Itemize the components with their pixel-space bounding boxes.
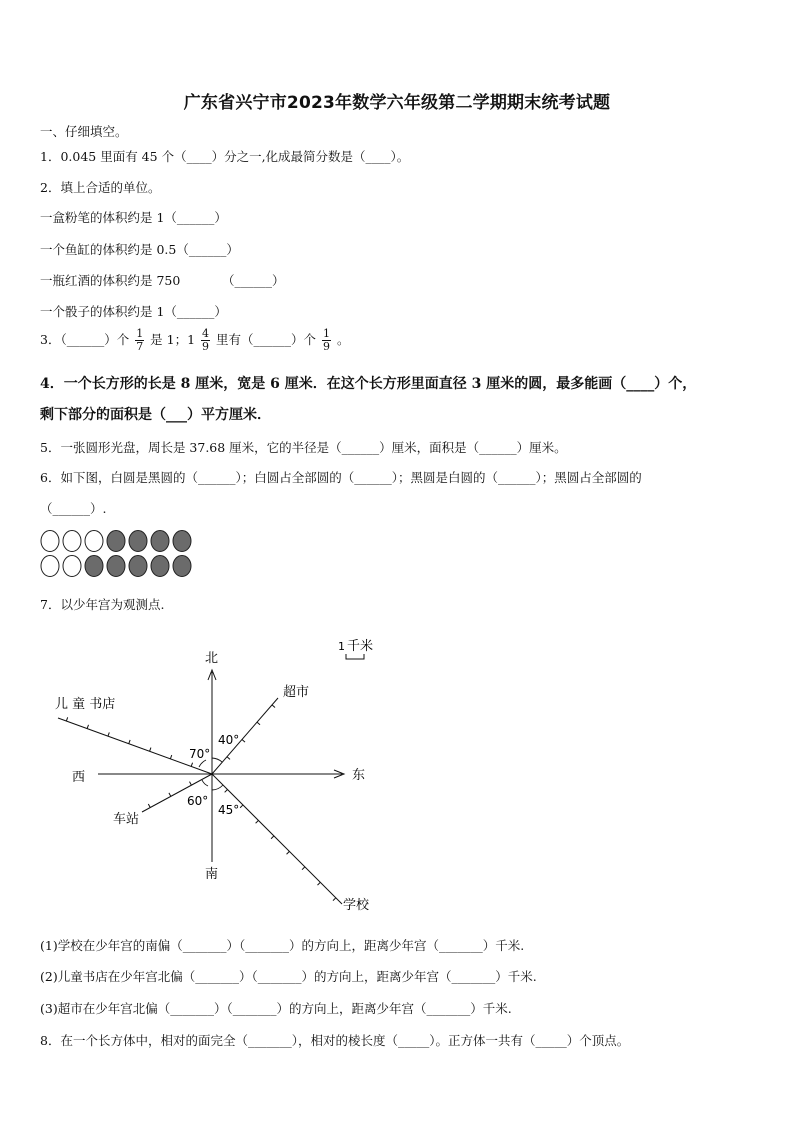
arc-60: [202, 780, 208, 786]
label-west: 西: [72, 770, 86, 785]
question-3-suffix: 。: [337, 332, 350, 347]
arc-45: [212, 785, 223, 790]
black-circle: [107, 556, 125, 577]
ray-school: [212, 774, 342, 904]
tick-mark: [66, 717, 67, 721]
question-4-line-1: 4．一个长方形的长是 8 厘米，宽是 6 厘米．在这个长方形里面直径 3 厘米的圆，最多能画（____）个，: [40, 376, 697, 392]
tick-mark: [169, 793, 171, 797]
tick-mark: [150, 748, 151, 752]
scale-unit: 千米: [347, 639, 374, 654]
question-7-sub-3: (3)超市在少年宫北偏（_______）（_______）的方向上，距离少年宫（_______）千米.: [40, 1001, 512, 1016]
fraction-denominator: 7: [136, 340, 144, 353]
section-heading: 一、仔细填空。: [40, 124, 128, 139]
fraction-one-ninth: [322, 328, 331, 353]
tick-mark: [257, 722, 260, 725]
question-3: [40, 328, 350, 353]
white-circle: [41, 556, 59, 577]
question-2-line-4: 一个骰子的体积约是 1（______）: [40, 304, 227, 319]
label-bookstore: 儿 童 书店: [55, 697, 116, 712]
question-4-line-2: 剩下部分的面积是（___）平方厘米．: [40, 407, 271, 423]
tick-mark: [271, 836, 274, 839]
label-south: 南: [205, 867, 219, 882]
black-circle: [107, 531, 125, 552]
angle-70: 70°: [189, 747, 211, 761]
question-2-line-1: 一盒粉笔的体积约是 1（______）: [40, 210, 227, 225]
arc-70: [199, 760, 206, 767]
angle-45: 45°: [218, 803, 240, 817]
fraction-one-seventh: [135, 328, 144, 353]
tick-mark: [190, 782, 192, 786]
tick-mark: [227, 757, 230, 760]
question-2-stem: 2．填上合适的单位。: [40, 180, 161, 195]
question-3-mid: 是 1；1: [150, 332, 196, 347]
tick-mark: [170, 755, 171, 759]
black-circle: [173, 556, 191, 577]
question-2-line-3: 一瓶红酒的体积约是 750: [40, 273, 181, 288]
tick-mark: [225, 789, 228, 792]
question-3-prefix: 3．（______）个: [40, 332, 130, 347]
tick-mark: [318, 882, 321, 885]
black-circle: [151, 531, 169, 552]
question-1: 1．0.045 里面有 45 个（____）分之一,化成最简分数是（____）。: [40, 149, 410, 164]
page-title: 广东省兴宁市2023年数学六年级第二学期期末统考试题: [183, 93, 611, 113]
fraction-numerator: 4: [202, 327, 210, 340]
tick-mark: [242, 739, 245, 742]
circle-figure: [38, 528, 198, 580]
label-east: 东: [352, 768, 366, 783]
question-6-line-2: （______）.: [40, 501, 107, 516]
fraction-numerator: 1: [136, 327, 144, 340]
tick-mark: [302, 867, 305, 870]
tick-mark: [240, 805, 243, 808]
black-circle: [151, 556, 169, 577]
fraction-denominator: 9: [202, 340, 210, 353]
question-7-stem: 7．以少年宫为观测点.: [40, 597, 165, 612]
black-circle: [173, 531, 191, 552]
question-7-sub-2: (2)儿童书店在少年宫北偏（_______）（_______）的方向上，距离少年宫（_______）千米.: [40, 969, 537, 984]
white-circle: [41, 531, 59, 552]
tick-mark: [287, 851, 290, 854]
white-circle: [85, 531, 103, 552]
label-station: 车站: [113, 812, 140, 827]
label-north: 北: [205, 651, 219, 666]
tick-mark: [87, 725, 88, 729]
white-circle: [63, 556, 81, 577]
tick-mark: [148, 804, 150, 808]
fraction-denominator: 9: [323, 340, 331, 353]
tick-mark: [333, 898, 336, 901]
question-6-line-1: 6．如下图，白圆是黑圆的（______）；白圆占全部圆的（______）；黑圆是白圆的（______）；黑圆占全部圆的: [40, 470, 642, 485]
black-circle: [129, 556, 147, 577]
label-supermarket: 超市: [283, 685, 310, 700]
tick-mark: [108, 732, 109, 736]
black-circle: [129, 531, 147, 552]
label-school: 学校: [343, 898, 370, 913]
question-2-line-2: 一个鱼缸的体积约是 0.5（______）: [40, 242, 239, 257]
question-3-mid2: 里有（______）个: [216, 332, 317, 347]
fraction-four-ninths: [201, 328, 210, 353]
question-2-line-3-blank: （______）: [222, 273, 285, 288]
arc-40: [212, 758, 222, 762]
direction-diagram: [0, 630, 794, 920]
tick-mark: [191, 763, 192, 767]
white-circle: [63, 531, 81, 552]
scale-number: 1: [338, 640, 345, 653]
angle-40: 40°: [218, 733, 240, 747]
tick-mark: [129, 740, 130, 744]
question-8: 8．在一个长方体中，相对的面完全（_______），相对的棱长度（_____）。正方体一共有（_____）个顶点。: [40, 1033, 630, 1048]
tick-mark: [272, 705, 275, 708]
question-7-sub-1: (1)学校在少年宫的南偏（_______）（_______）的方向上，距离少年宫（_______）千米.: [40, 938, 525, 953]
tick-mark: [256, 820, 259, 823]
black-circle: [85, 556, 103, 577]
fraction-numerator: 1: [323, 327, 331, 340]
scale-bar: [346, 654, 364, 659]
angle-60: 60°: [187, 794, 209, 808]
question-5: 5．一张圆形光盘，周长是 37.68 厘米，它的半径是（______）厘米，面积是（______）厘米。: [40, 440, 567, 455]
ray-bookstore: [58, 718, 212, 774]
